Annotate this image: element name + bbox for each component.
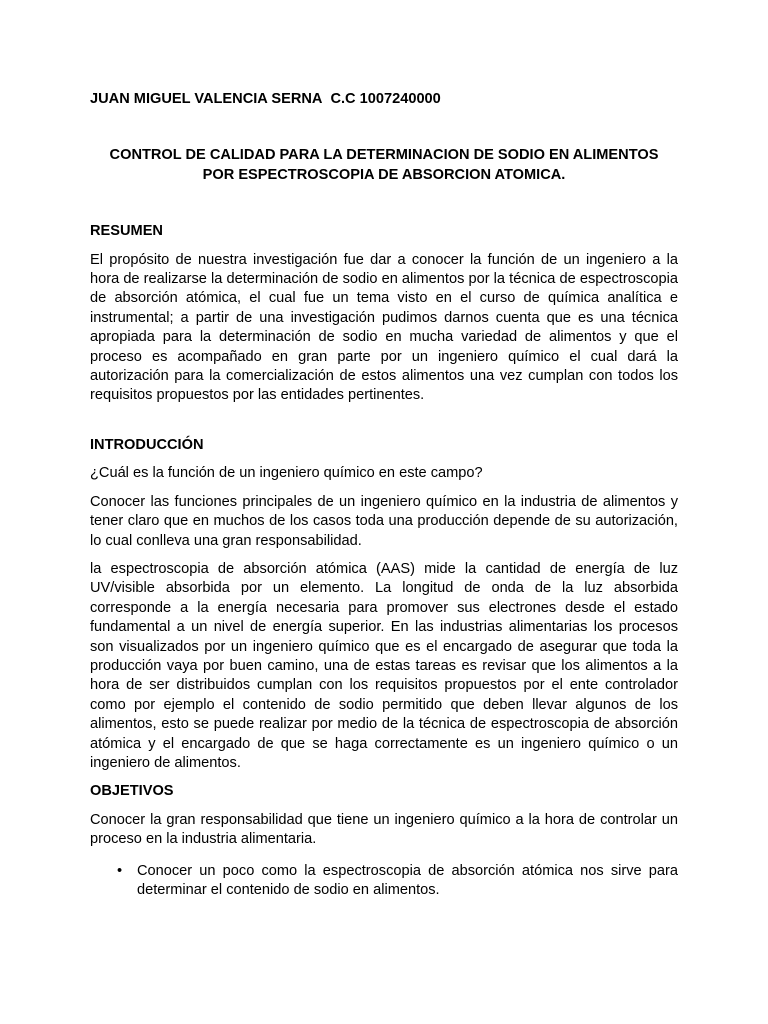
introduccion-paragraph-1: Conocer las funciones principales de un ingeniero químico en la industria de alimentos y tener claro que en muchos de los casos toda una producción depende de su autorización, lo cual conlleva una gran responsabilidad. (90, 493, 678, 549)
list-item-text: Conocer un poco como la espectroscopia de absorción atómica nos sirve para determinar el contenido de sodio en alimentos. (137, 862, 678, 898)
resumen-heading: RESUMEN (90, 223, 163, 240)
bullet-icon: • (117, 862, 123, 879)
document-page (90, 90, 678, 900)
author-name: JUAN MIGUEL VALENCIA SERNA (90, 91, 323, 107)
document-title (90, 146, 678, 185)
author-line (90, 90, 678, 109)
objetivos-section (90, 782, 678, 900)
introduccion-paragraph-2: la espectroscopia de absorción atómica (AAS) mide la cantidad de energía de luz UV/visible absorbida por un elemento. La longitud de onda de la luz absorbida corresponde a la energía necesaria para promover sus electrones desde el estado fundamental a un nivel de energía superior. En las industrias alimentarias los procesos son visualizados por un ingeniero químico que es el encargado de asegurar que toda la producción vaya por buen camino, una de estas tareas es revisar que los alimentos a la hora de ser distribuidos cumplan con los requisitos propuestos por el ente controlador como por ejemplo el contenido de sodio permitido que deben llevar algunos de los alimentos, esto se puede realizar por medio de la técnica de espectroscopia de absorción atómica y el encargado de que se haga correctamente es un ingeniero químico o un ingeniero de alimentos. (90, 560, 678, 771)
resumen-section (90, 222, 678, 406)
list-item (90, 862, 678, 901)
document-title-line-2: POR ESPECTROSCOPIA DE ABSORCION ATOMICA. (202, 166, 566, 183)
objetivos-list (90, 862, 678, 901)
objetivos-paragraph: Conocer la gran responsabilidad que tiene un ingeniero químico a la hora de controlar un proceso en la industria alimentaria. (90, 811, 678, 848)
introduccion-section (90, 436, 678, 774)
introduccion-question: ¿Cuál es la función de un ingeniero químico en este campo? (90, 465, 483, 482)
author-id-number: C.C 1007240000 (330, 91, 441, 107)
objetivos-heading: OBJETIVOS (90, 783, 174, 800)
document-title-line-1: CONTROL DE CALIDAD PARA LA DETERMINACION DE SODIO EN ALIMENTOS (109, 147, 659, 164)
resumen-paragraph: El propósito de nuestra investigación fue dar a conocer la función de un ingeniero a la hora de realizarse la determinación de sodio en alimentos por la técnica de espectroscopia de absorción atómica, el cual fue un tema visto en el curso de química analítica e instrumental; a partir de una investigación pudimos darnos cuenta que es una técnica apropiada para la determinación de sodio en mucha variedad de alimentos y que el proceso es acompañado en gran parte por un ingeniero químico el cual dará la autorización para la comercialización de estos alimentos una vez cumplan con todos los requisitos propuestos por las entidades pertinentes. (90, 251, 678, 404)
introduccion-heading: INTRODUCCIÓN (90, 436, 204, 453)
